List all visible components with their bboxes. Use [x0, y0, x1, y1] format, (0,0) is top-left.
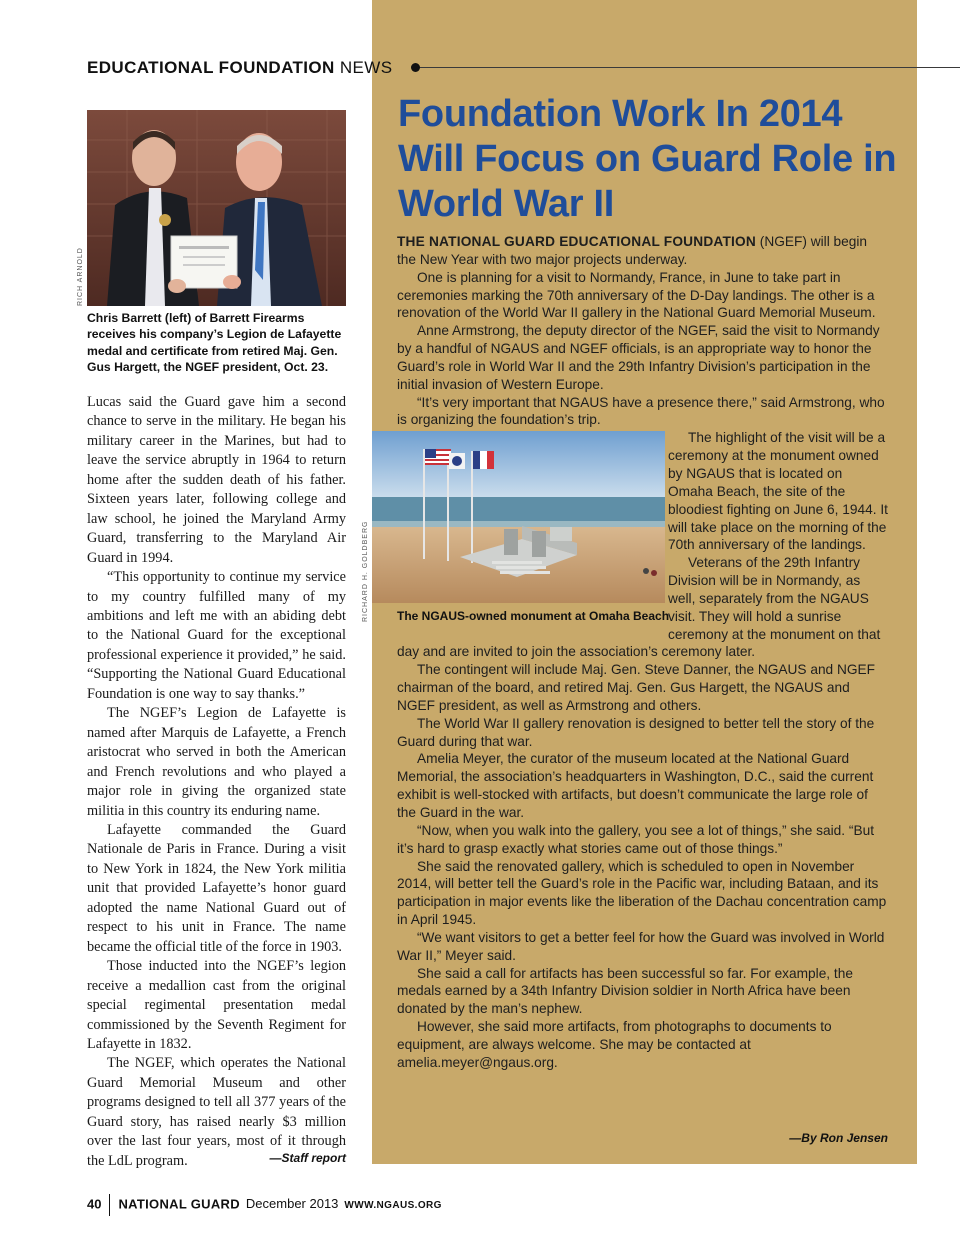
- article-paragraph: Veterans of the 29th Infantry Division will be in Normandy, as well, separately from the NGAUS visit. They will hold a sunrise ceremony at the monument on that day and are invited to join the association’s ceremony later.: [397, 555, 881, 660]
- article-lead: THE NATIONAL GUARD EDUCATIONAL FOUNDATION: [397, 234, 756, 249]
- article-paragraph: The World War II gallery renovation is designed to better tell the story of the Guard during that war.: [397, 715, 875, 749]
- magazine-title: NATIONAL GUARD: [118, 1196, 240, 1212]
- article-byline: —By Ron Jensen: [789, 1131, 888, 1145]
- website-link[interactable]: WWW.NGAUS.ORG: [344, 1200, 442, 1212]
- award-photo: [87, 110, 346, 306]
- article-paragraph: “Now, when you walk into the gallery, you see a lot of things,” she said. “But it’s hard to grasp exactly what stories came out of those things.”: [397, 822, 874, 856]
- left-paragraph: The NGEF’s Legion de Lafayette is named after Marquis de Lafayette, a French aristocrat who served in both the American and French revolutions and who played a major role in giving the organized state militia in this country its enduring name.: [87, 705, 346, 819]
- section-header: [87, 58, 392, 78]
- article-paragraph: “It’s very important that NGAUS have a presence there,” said Armstrong, who is organizing the foundation’s trip.: [397, 394, 885, 428]
- article-paragraph: She said a call for artifacts has been successful so far. For example, the medals earned by a 34th Infantry Division soldier in North Africa have been donated by the man’s nephew.: [397, 965, 853, 1017]
- article-paragraph: One is planning for a visit to Normandy, France, in June to take part in ceremonies marking the 70th anniversary of the D-Day landings. The other is a renovation of the World War II gallery in the National Guard Memorial Museum.: [397, 269, 876, 321]
- monument-figure: [372, 431, 670, 641]
- left-column-body: [87, 393, 346, 1171]
- section-header-bold: EDUCATIONAL FOUNDATION: [87, 58, 335, 77]
- article-paragraph: However, she said more artifacts, from photographs to documents to equipment, are always welcome. She may be contacted at amelia.meyer@ngaus.org.: [397, 1019, 832, 1070]
- photo2-caption: The NGAUS-owned monument at Omaha Beach: [397, 609, 670, 624]
- footer-divider: [109, 1194, 110, 1216]
- left-paragraph: The NGEF, which operates the National Guard Memorial Museum and other programs designed to tell all 377 years of the Guard story, has raised nearly $3 million over the last four years, most of it through the LdL program.: [87, 1055, 346, 1169]
- staff-report-credit: —Staff report: [269, 1151, 346, 1165]
- article-paragraph: Amelia Meyer, the curator of the museum located at the National Guard Memorial, the association’s headquarters in Washington, D.C., said the current exhibit is well-stocked with artifacts, but doesn’t communicate the large role of the Guard in the war.: [397, 751, 874, 820]
- left-paragraph: “This opportunity to continue my service to my country fulfilled many of my ambitions and left me with an abiding debt to the National Guard for the exceptional professional experience it provided,” he said. “Supporting the National Guard Educational Foundation is one way to say thanks.”: [87, 569, 346, 702]
- article-paragraph: Anne Armstrong, the deputy director of the NGEF, said the visit to Normandy by a handful of NGAUS and NGEF officials, is an appropriate way to honor the Guard’s role in World War II and the 29th Infantry Division’s participation in the initial invasion of Western Europe.: [397, 323, 880, 392]
- article-lead-rest: (NGEF) will begin the New Year with two major projects underway.: [397, 234, 868, 267]
- header-dot: [411, 63, 420, 72]
- left-paragraph: Lucas said the Guard gave him a second chance to serve in the military. He began his military career in the Marines, but had to leave the service abruptly in 1964 to return home after the sudden death of his father. Sixteen years later, following college and law school, he joined the Maryland Army Guard, transferring to the Maryland Air Guard in 1994.: [87, 394, 346, 566]
- page-number: 40: [87, 1196, 102, 1212]
- photo1-caption: Chris Barrett (left) of Barrett Firearms receives his company’s Legion de Lafayette medal and certificate from retired Maj. Gen. Gus Hargett, the NGEF president, Oct. 23.: [87, 311, 342, 374]
- article-paragraph: She said the renovated gallery, which is scheduled to open in November 2014, will better tell the Guard’s role in the Pacific war, including Bataan, and its participation in major events like the liberation of the Dachau concentration camp in April 1945.: [397, 858, 887, 928]
- issue-date: December 2013: [245, 1196, 339, 1212]
- page-footer: [87, 1194, 442, 1216]
- monument-photo: [372, 431, 665, 603]
- photo1-credit: RICH ARNOLD: [77, 247, 84, 306]
- photo2-credit: RICHARD H. GOLDBERG: [362, 520, 369, 622]
- header-rule: [418, 67, 960, 68]
- article-body: [397, 233, 888, 1072]
- article-paragraph: The contingent will include Maj. Gen. Steve Danner, the NGAUS and NGEF chairman of the board, and retired Maj. Gen. Gus Hargett, the NGAUS and NGEF president, as well as Armstrong and others.: [397, 662, 875, 713]
- article-lead-paragraph: [397, 233, 888, 269]
- article-headline: Foundation Work In 2014 Will Focus on Guard Role in World War II: [398, 93, 897, 225]
- article-paragraph: The highlight of the visit will be a ceremony at the monument owned by NGAUS that is located on Omaha Beach, the site of the bloodiest fighting on June 6, 1944. It will take place on the morning of the 70th anniversary of the landings.: [668, 430, 888, 553]
- left-paragraph: Those inducted into the NGEF’s legion receive a medallion cast from the original special regimental presentation medal commissioned by the Seventh Regiment for Lafayette in 1832.: [87, 958, 346, 1052]
- section-header-light: NEWS: [339, 58, 393, 77]
- left-paragraph: Lafayette commanded the Guard Nationale de Paris in France. During a visit to New York in 1824, the New York militia unit that provided Lafayette’s honor guard adopted the name National Guard out of respect to his unit in France. The name became the official title of the force in 1903.: [87, 821, 346, 955]
- article-paragraph: “We want visitors to get a better feel for how the Guard was involved in World War II,” Meyer said.: [397, 929, 885, 963]
